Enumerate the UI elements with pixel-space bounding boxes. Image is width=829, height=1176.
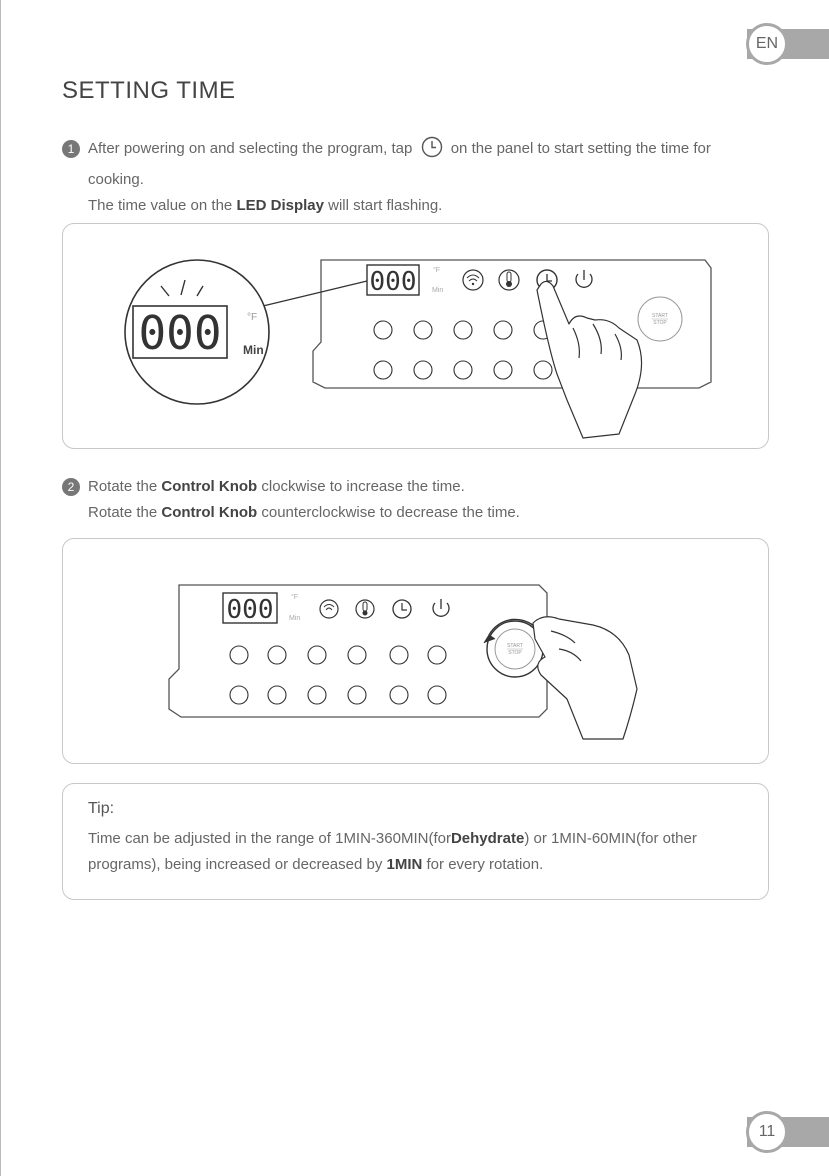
svg-text:STOP: STOP xyxy=(653,320,667,326)
step-number-badge: 1 xyxy=(62,140,80,158)
svg-text:°F: °F xyxy=(247,312,258,323)
thermometer-icon xyxy=(356,600,374,618)
step-1-line-2 xyxy=(88,193,762,219)
figure-2-frame xyxy=(62,538,769,764)
step-2-text-a: Rotate the xyxy=(88,478,158,495)
control-knob-term: Control Knob xyxy=(161,504,258,521)
one-min-term: 1MIN xyxy=(386,856,423,873)
svg-text:Min: Min xyxy=(289,615,301,622)
svg-text:START: START xyxy=(652,313,668,319)
page-edge-line xyxy=(0,0,1,1176)
step-number-badge: 2 xyxy=(62,478,80,496)
step-1-text-a: After powering on and selecting the program, tap xyxy=(88,140,413,157)
wifi-icon xyxy=(463,270,483,290)
step-1-text-d: will start flashing. xyxy=(328,197,443,214)
page-number: 11 xyxy=(758,1123,776,1140)
program-icons-row-2 xyxy=(374,361,552,379)
step-1-line-1 xyxy=(88,136,762,193)
figure-1-illustration xyxy=(63,224,768,448)
tip-box xyxy=(62,783,769,900)
figure-1-frame xyxy=(62,223,769,449)
svg-text:Min: Min xyxy=(243,343,264,357)
svg-text:START: START xyxy=(507,643,523,649)
clock-icon xyxy=(421,136,443,167)
wifi-icon xyxy=(320,600,338,618)
panel-display-digits: 000 xyxy=(369,267,417,297)
step-1-text-c: The time value on the xyxy=(88,197,233,214)
magnified-display xyxy=(125,260,269,404)
step-2 xyxy=(62,474,762,526)
program-icons-row-1 xyxy=(230,646,446,664)
tip-title: Tip: xyxy=(88,800,115,817)
control-knob-term: Control Knob xyxy=(161,478,258,495)
tip-text: Time can be adjusted in the range of 1MIN-360MIN(forDehydrate) or 1MIN-60MIN(for other programs), being increased or decreased by 1MIN for every rotation. xyxy=(88,830,697,873)
step-2-line-1 xyxy=(88,474,762,500)
page-number-badge xyxy=(746,1111,788,1153)
panel-temp-unit: °F xyxy=(433,267,441,274)
start-stop-button xyxy=(638,297,682,341)
program-icons-row-2 xyxy=(230,686,446,704)
svg-text:000: 000 xyxy=(226,595,274,625)
figure-2-illustration xyxy=(63,539,768,763)
dehydrate-term: Dehydrate xyxy=(450,830,525,847)
page-title: SETTING TIME xyxy=(62,77,236,104)
svg-text:000: 000 xyxy=(138,306,222,360)
svg-text:STOP: STOP xyxy=(508,650,522,656)
led-display-term: LED Display xyxy=(236,197,324,214)
hand-illustration xyxy=(537,281,642,438)
step-1 xyxy=(62,136,762,219)
hand-illustration xyxy=(533,617,637,739)
power-icon xyxy=(576,270,592,287)
power-icon xyxy=(433,599,449,616)
clock-icon xyxy=(393,600,411,618)
step-2-text-b: clockwise to increase the time. xyxy=(261,478,465,495)
thermometer-icon xyxy=(499,270,519,290)
step-1-text-b: on the panel to start setting the time for cooking. xyxy=(88,140,711,188)
svg-text:°F: °F xyxy=(291,594,299,601)
step-2-text-c: Rotate the xyxy=(88,504,158,521)
language-badge xyxy=(746,23,788,65)
step-2-text-d: counterclockwise to decrease the time. xyxy=(261,504,520,521)
step-2-line-2 xyxy=(88,500,762,526)
panel-time-unit: Min xyxy=(432,287,444,294)
language-label: EN xyxy=(755,35,779,52)
